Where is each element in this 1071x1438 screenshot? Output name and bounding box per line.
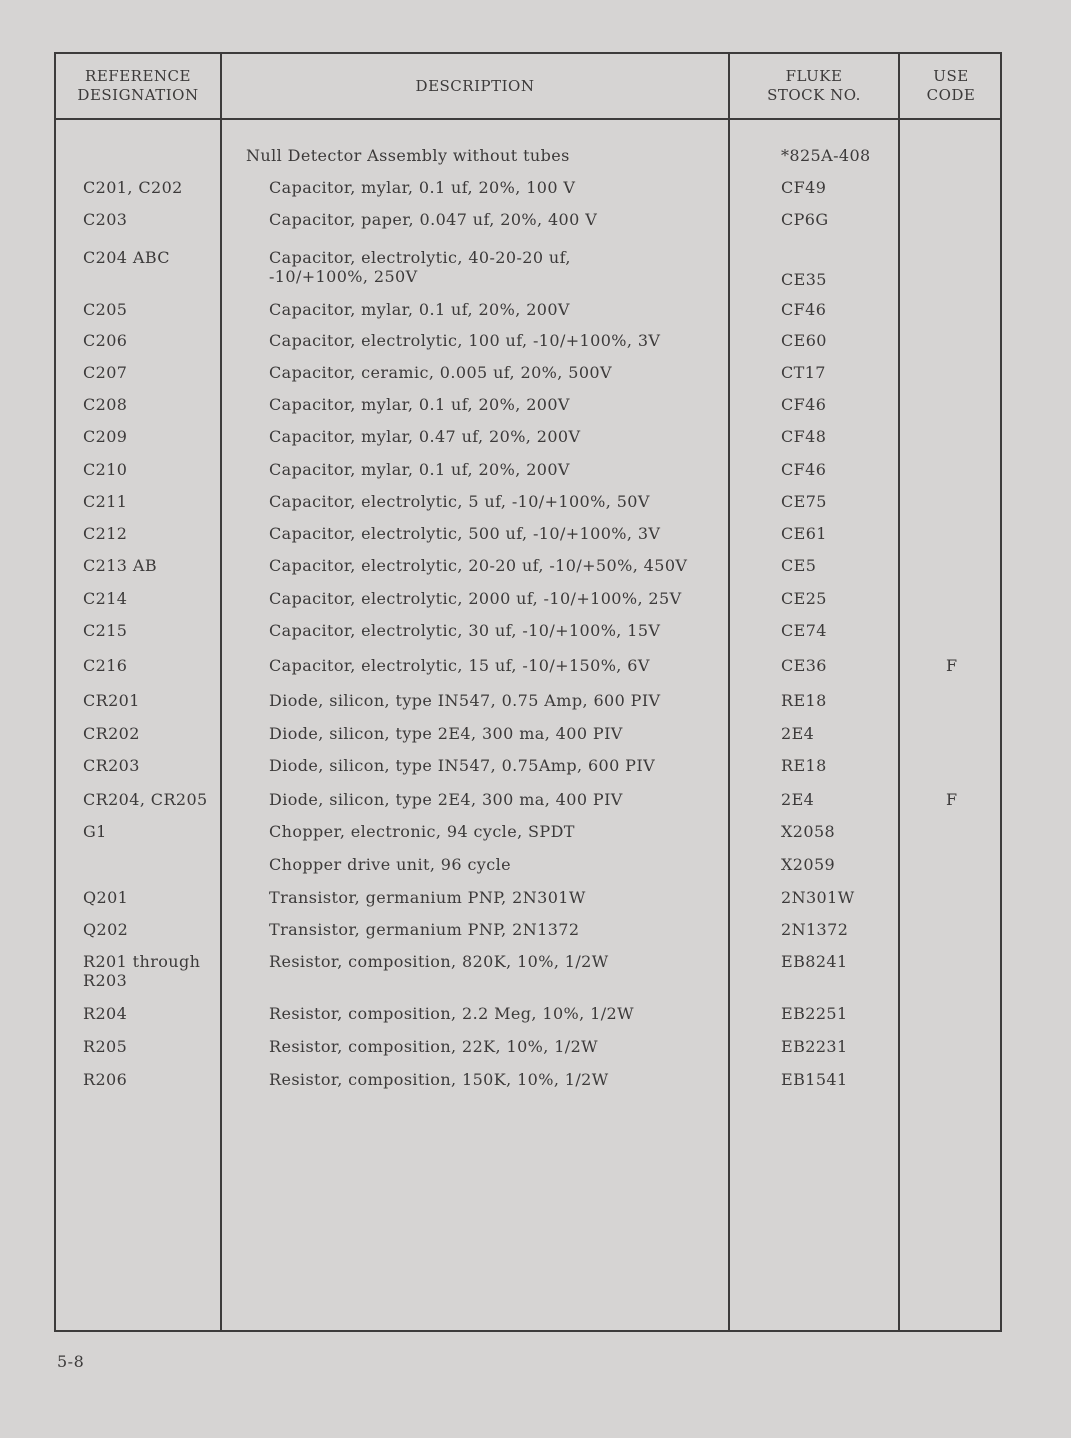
- stock-number-cell: CT17: [781, 363, 826, 382]
- stock-number-cell: CE61: [781, 524, 827, 543]
- reference-designation-cell: C207: [83, 363, 128, 382]
- reference-designation-cell: C211: [83, 492, 128, 511]
- use-code-cell: F: [946, 790, 958, 809]
- description-cell: Transistor, germanium PNP, 2N301W: [269, 888, 586, 907]
- use-code-cell: F: [946, 656, 958, 675]
- description-cell: Diode, silicon, type IN547, 0.75Amp, 600 PIV: [269, 756, 656, 775]
- description-cell: Null Detector Assembly without tubes: [246, 146, 570, 165]
- stock-number-cell: X2058: [781, 822, 836, 841]
- reference-designation-cell: C212: [83, 524, 128, 543]
- header-description: DESCRIPTION: [415, 76, 535, 95]
- description-cell: Capacitor, electrolytic, 5 uf, -10/+100%, 50V: [269, 492, 650, 511]
- stock-number-cell: CF46: [781, 460, 827, 479]
- reference-designation-cell: G1: [83, 822, 107, 841]
- reference-designation-cell: R201 through R203: [83, 952, 201, 990]
- reference-designation-cell: C214: [83, 589, 128, 608]
- stock-number-cell: CE75: [781, 492, 827, 511]
- stock-number-cell: CE36: [781, 656, 827, 675]
- reference-designation-cell: R206: [83, 1070, 128, 1089]
- description-cell: Capacitor, ceramic, 0.005 uf, 20%, 500V: [269, 363, 612, 382]
- stock-number-cell: EB8241: [781, 952, 848, 971]
- stock-number-cell: *825A-408: [781, 146, 871, 165]
- description-cell: Chopper, electronic, 94 cycle, SPDT: [269, 822, 575, 841]
- reference-designation-cell: C206: [83, 331, 128, 350]
- reference-designation-cell: Q202: [83, 920, 129, 939]
- column-divider: [220, 54, 222, 1330]
- column-divider: [728, 54, 730, 1330]
- header-divider: [56, 118, 1000, 120]
- description-cell: Diode, silicon, type 2E4, 300 ma, 400 PIV: [269, 790, 623, 809]
- reference-designation-cell: CR201: [83, 691, 140, 710]
- description-cell: Capacitor, mylar, 0.47 uf, 20%, 200V: [269, 427, 581, 446]
- description-cell: Capacitor, mylar, 0.1 uf, 20%, 200V: [269, 300, 570, 319]
- description-cell: Capacitor, mylar, 0.1 uf, 20%, 200V: [269, 395, 570, 414]
- reference-designation-cell: C203: [83, 210, 128, 229]
- reference-designation-cell: R204: [83, 1004, 128, 1023]
- stock-number-cell: CF46: [781, 300, 827, 319]
- stock-number-cell: CE60: [781, 331, 827, 350]
- reference-designation-cell: C215: [83, 621, 128, 640]
- stock-number-cell: CF48: [781, 427, 827, 446]
- stock-number-cell: EB2251: [781, 1004, 848, 1023]
- stock-number-cell: CF49: [781, 178, 827, 197]
- description-cell: Resistor, composition, 2.2 Meg, 10%, 1/2W: [269, 1004, 634, 1023]
- stock-number-cell: CE74: [781, 621, 827, 640]
- reference-designation-cell: C208: [83, 395, 128, 414]
- reference-designation-cell: CR202: [83, 724, 140, 743]
- reference-designation-cell: C210: [83, 460, 128, 479]
- reference-designation-cell: C204 ABC: [83, 248, 170, 267]
- stock-number-cell: CF46: [781, 395, 827, 414]
- description-cell: Chopper drive unit, 96 cycle: [269, 855, 511, 874]
- description-cell: Capacitor, electrolytic, 100 uf, -10/+100%, 3V: [269, 331, 661, 350]
- description-cell: Capacitor, electrolytic, 500 uf, -10/+100%, 3V: [269, 524, 661, 543]
- description-cell: Resistor, composition, 150K, 10%, 1/2W: [269, 1070, 609, 1089]
- stock-number-cell: CE35: [781, 270, 827, 289]
- page-number: 5-8: [57, 1352, 85, 1371]
- description-cell: Diode, silicon, type IN547, 0.75 Amp, 600 PIV: [269, 691, 661, 710]
- stock-number-cell: RE18: [781, 691, 827, 710]
- stock-number-cell: CE5: [781, 556, 817, 575]
- stock-number-cell: CP6G: [781, 210, 829, 229]
- header-stock-number: FLUKE STOCK NO.: [767, 67, 861, 104]
- description-cell: Capacitor, electrolytic, 30 uf, -10/+100%, 15V: [269, 621, 661, 640]
- description-cell: Capacitor, paper, 0.047 uf, 20%, 400 V: [269, 210, 598, 229]
- header-use-code: USE CODE: [926, 67, 976, 104]
- reference-designation-cell: CR204, CR205: [83, 790, 208, 809]
- description-cell: Transistor, germanium PNP, 2N1372: [269, 920, 580, 939]
- stock-number-cell: 2E4: [781, 790, 815, 809]
- reference-designation-cell: C213 AB: [83, 556, 157, 575]
- stock-number-cell: 2E4: [781, 724, 815, 743]
- reference-designation-cell: C201, C202: [83, 178, 183, 197]
- reference-designation-cell: R205: [83, 1037, 128, 1056]
- stock-number-cell: 2N1372: [781, 920, 849, 939]
- description-cell: Capacitor, electrolytic, 2000 uf, -10/+100%, 25V: [269, 589, 682, 608]
- stock-number-cell: 2N301W: [781, 888, 855, 907]
- description-cell: Resistor, composition, 22K, 10%, 1/2W: [269, 1037, 599, 1056]
- reference-designation-cell: C205: [83, 300, 128, 319]
- description-cell: Resistor, composition, 820K, 10%, 1/2W: [269, 952, 609, 971]
- description-cell: Capacitor, electrolytic, 15 uf, -10/+150%, 6V: [269, 656, 650, 675]
- reference-designation-cell: C209: [83, 427, 128, 446]
- reference-designation-cell: CR203: [83, 756, 140, 775]
- stock-number-cell: EB1541: [781, 1070, 848, 1089]
- stock-number-cell: CE25: [781, 589, 827, 608]
- header-reference-designation: REFERENCE DESIGNATION: [77, 67, 199, 104]
- reference-designation-cell: Q201: [83, 888, 129, 907]
- stock-number-cell: EB2231: [781, 1037, 848, 1056]
- stock-number-cell: X2059: [781, 855, 836, 874]
- column-divider: [898, 54, 900, 1330]
- description-cell: Capacitor, electrolytic, 20-20 uf, -10/+50%, 450V: [269, 556, 688, 575]
- description-cell: Capacitor, mylar, 0.1 uf, 20%, 100 V: [269, 178, 576, 197]
- description-cell: Capacitor, mylar, 0.1 uf, 20%, 200V: [269, 460, 570, 479]
- description-cell: Diode, silicon, type 2E4, 300 ma, 400 PIV: [269, 724, 623, 743]
- description-cell: Capacitor, electrolytic, 40-20-20 uf, -10/+100%, 250V: [269, 248, 571, 286]
- stock-number-cell: RE18: [781, 756, 827, 775]
- parts-table: [54, 52, 1002, 1332]
- reference-designation-cell: C216: [83, 656, 128, 675]
